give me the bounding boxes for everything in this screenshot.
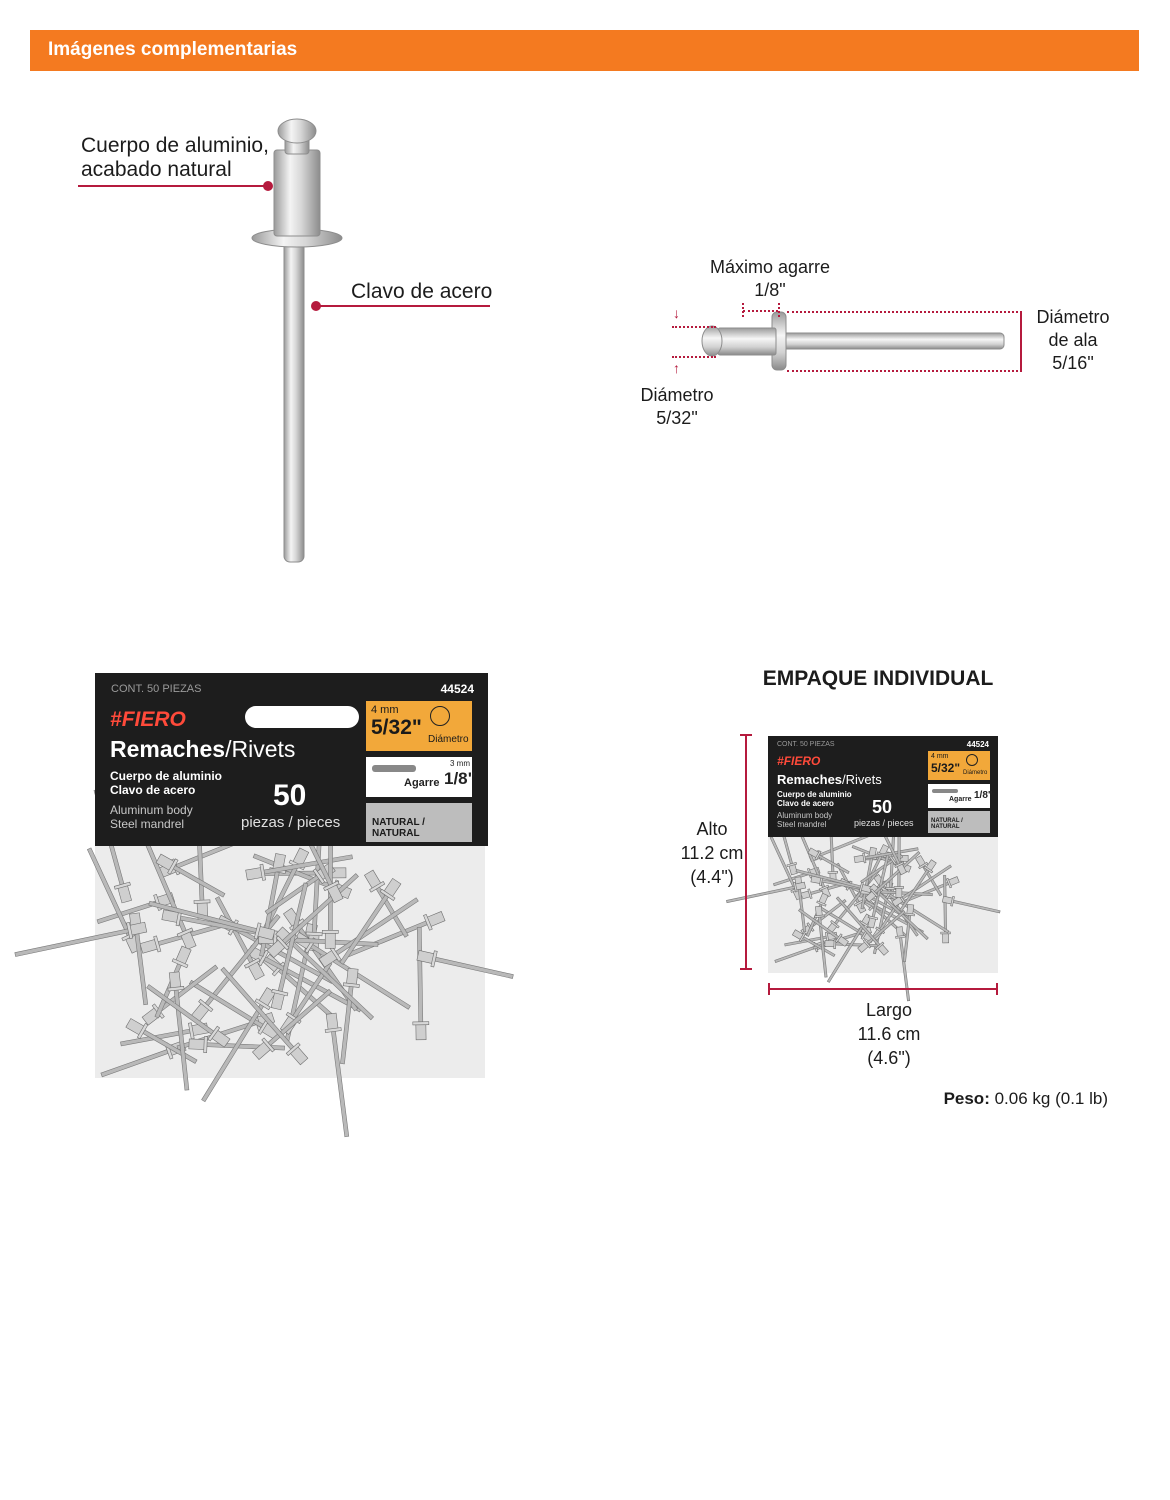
small-desc-en-1: Aluminum body: [777, 811, 833, 820]
pile-rivet-flange: [413, 1022, 429, 1025]
label-body-line1: Cuerpo de aluminio,: [81, 134, 269, 157]
pile-rivet-shaft: [15, 928, 133, 957]
diameter-circle-icon: [430, 706, 450, 726]
package-quantity: 50: [273, 779, 307, 812]
finish-text: NATURAL / NATURAL: [372, 817, 425, 839]
small-finish-badge: [928, 811, 990, 833]
package-small-brand: [777, 754, 820, 768]
package-title-es: Remaches: [110, 736, 226, 762]
small-grip-in: 1/8": [974, 790, 993, 801]
pile-rivet-shaft: [900, 868, 930, 912]
package-card: [95, 673, 488, 846]
max-grip-dim-line: [743, 310, 778, 312]
small-diameter-in: 5/32": [931, 761, 961, 775]
package-title-en: /Rivets: [225, 736, 296, 762]
hang-hole: [245, 706, 359, 728]
length-cm: 11.6 cm: [857, 1024, 921, 1044]
pile-rivet-flange: [194, 900, 210, 904]
small-quantity-label: piezas / pieces: [854, 818, 914, 828]
small-diameter-mm: 4 mm: [931, 753, 949, 760]
individual-title: EMPAQUE INDIVIDUAL: [762, 667, 994, 690]
package-title: [110, 736, 295, 763]
pile-rivet-body: [825, 940, 835, 946]
package-large: [95, 673, 488, 1078]
length-in: (4.6"): [867, 1048, 911, 1068]
pile-rivet-shaft: [899, 935, 910, 1001]
small-diameter-circle-icon: [966, 754, 978, 766]
pile-rivet-flange: [322, 930, 338, 933]
diameter-arrow-down-icon: ↓: [673, 305, 680, 321]
height-dim-cap-bottom: [740, 968, 752, 970]
max-grip-value: 1/8": [754, 280, 786, 300]
length-dim-line: [769, 988, 998, 990]
package-small-title-en: /Rivets: [842, 772, 882, 787]
pile-rivet-flange: [894, 887, 904, 889]
diameter-arrow-up-icon: ↑: [673, 360, 680, 376]
small-diameter-word: Diámetro: [963, 770, 988, 776]
rivets-pile-drawing: [95, 843, 485, 1078]
height-in: (4.4"): [690, 867, 734, 887]
pile-rivet-shaft: [174, 986, 189, 1090]
package-small-title-es: Remaches: [777, 772, 843, 787]
desc-en-1: Aluminum body: [110, 803, 193, 817]
package-quantity-label: piezas / pieces: [241, 814, 341, 831]
flange-value: 5/16": [1052, 353, 1094, 373]
small-quantity: 50: [872, 797, 893, 817]
flange-label-line2: de ala: [1048, 330, 1098, 350]
label-mandrel: Clavo de acero: [351, 280, 493, 303]
pile-rivet-body: [896, 927, 903, 937]
diameter-value: 5/32": [656, 408, 698, 428]
pile-rivet-body: [815, 906, 822, 916]
flange-dim-bottom: [787, 370, 1022, 372]
pile-rivet-body: [416, 1024, 426, 1040]
grip-in: 1/8": [444, 769, 476, 788]
max-grip-label: Máximo agarre: [709, 257, 831, 277]
pile-rivet-flange: [343, 983, 359, 988]
small-diameter-badge: [928, 751, 990, 780]
weight-value: 0.06 kg (0.1 lb): [994, 1089, 1108, 1108]
pile-rivet-body: [346, 968, 358, 985]
max-grip-tick-right: [778, 303, 780, 317]
grip-mm: 3 mm: [450, 759, 470, 768]
desc-en-2: Steel mandrel: [110, 817, 185, 831]
pile-rivet-shaft: [417, 927, 423, 1025]
brand-small-mark-icon: #: [777, 754, 784, 768]
small-desc-en-2: Steel mandrel: [777, 820, 827, 829]
diameter-dim-top: [672, 326, 716, 328]
weight-info: [900, 1087, 1108, 1110]
diameter-dim-bottom: [672, 356, 716, 358]
brand-logo: [110, 708, 186, 732]
small-finish-text: NATURAL / NATURAL: [931, 818, 963, 830]
small-desc-es-1: Cuerpo de aluminio: [777, 790, 852, 799]
rivets-pile-small-drawing: [768, 836, 998, 973]
pile-rivet-shaft: [197, 836, 204, 904]
pile-rivet: [138, 836, 199, 951]
weight-label: Peso:: [943, 1089, 990, 1108]
height-cm: 11.2 cm: [680, 843, 744, 863]
pile-rivet-body: [907, 904, 914, 914]
pile-rivet-flange: [828, 871, 838, 873]
small-desc-es-2: Clavo de acero: [777, 799, 834, 808]
pile-rivet: [942, 894, 1001, 916]
label-body-line2: acabado natural: [81, 158, 232, 181]
pile-rivet-body: [325, 932, 335, 948]
pile-rivet-flange: [941, 932, 951, 934]
flange-dim-vertical: [1020, 311, 1022, 372]
package-small-title: [777, 772, 882, 787]
grip-rivet-icon: [372, 765, 416, 772]
pile-rivet-shaft: [134, 927, 148, 1005]
max-grip-tick-left: [742, 303, 744, 317]
pile-rivet-shaft: [143, 838, 188, 935]
desc-es-1: Cuerpo de aluminio: [110, 769, 223, 783]
pile-rivet-body: [189, 1039, 205, 1050]
length-label: Largo: [865, 1000, 913, 1020]
pile-rivet-flange: [306, 932, 322, 936]
package-code: 44524: [440, 682, 474, 696]
desc-es-2: Clavo de acero: [110, 783, 196, 797]
package-content: CONT. 50 PIEZAS: [111, 683, 202, 695]
finish-badge: [366, 803, 472, 842]
pile-rivet-shaft: [775, 945, 818, 962]
brand-small-name: FIERO: [783, 754, 821, 768]
package-small: [768, 736, 998, 973]
section-title: Imágenes complementarias: [48, 39, 298, 60]
pile-rivet: [826, 833, 838, 883]
pile-rivet-body: [896, 888, 902, 898]
small-grip-badge: [928, 784, 993, 808]
pile-rivet-body: [326, 1013, 338, 1030]
height-label: Alto: [696, 819, 728, 839]
side-rivet-drawing: [0, 0, 1170, 600]
diameter-badge: [366, 701, 472, 751]
brand-mark-icon: #: [110, 708, 122, 731]
pile-rivet-shaft: [340, 892, 391, 965]
small-grip-rivet-icon: [932, 789, 958, 793]
diameter-in: 5/32": [371, 716, 422, 739]
length-dim-cap-left: [768, 983, 770, 995]
brand-name: FIERO: [121, 708, 186, 731]
diameter-label: Diámetro: [640, 385, 714, 405]
pile-rivet-shaft: [101, 1048, 172, 1077]
pile-rivet-body: [943, 933, 949, 943]
pile-rivet-shaft: [170, 864, 225, 898]
pile-rivet-shaft: [431, 956, 513, 978]
package-small-code: 44524: [966, 740, 989, 749]
pile-rivet-shaft: [332, 898, 418, 957]
diameter-mm: 4 mm: [371, 704, 399, 716]
flange-label-line1: Diámetro: [1036, 307, 1110, 327]
package-small-card: [768, 736, 998, 837]
pile-rivet-shaft: [951, 900, 1000, 913]
package-small-content: CONT. 50 PIEZAS: [777, 741, 835, 748]
pile-rivet-flange: [325, 1028, 341, 1033]
height-dim-cap-top: [740, 734, 752, 736]
length-dim-cap-right: [996, 983, 998, 995]
pile-rivet-shaft: [809, 899, 847, 929]
pile-rivet-body: [169, 972, 181, 989]
pile-rivet: [416, 947, 514, 984]
pile-rivet: [894, 926, 913, 1001]
pile-rivet-flange: [204, 1037, 208, 1053]
grip-badge: [366, 757, 476, 797]
small-grip-word: Agarre: [949, 796, 972, 803]
flange-dim-top: [787, 311, 1022, 313]
diameter-word: Diámetro: [428, 734, 469, 745]
pile-rivet: [99, 1038, 187, 1083]
pile-rivet-shaft: [830, 833, 834, 874]
pile-rivet: [323, 1013, 355, 1138]
pile-rivet: [411, 927, 429, 1040]
grip-word: Agarre: [404, 777, 440, 789]
